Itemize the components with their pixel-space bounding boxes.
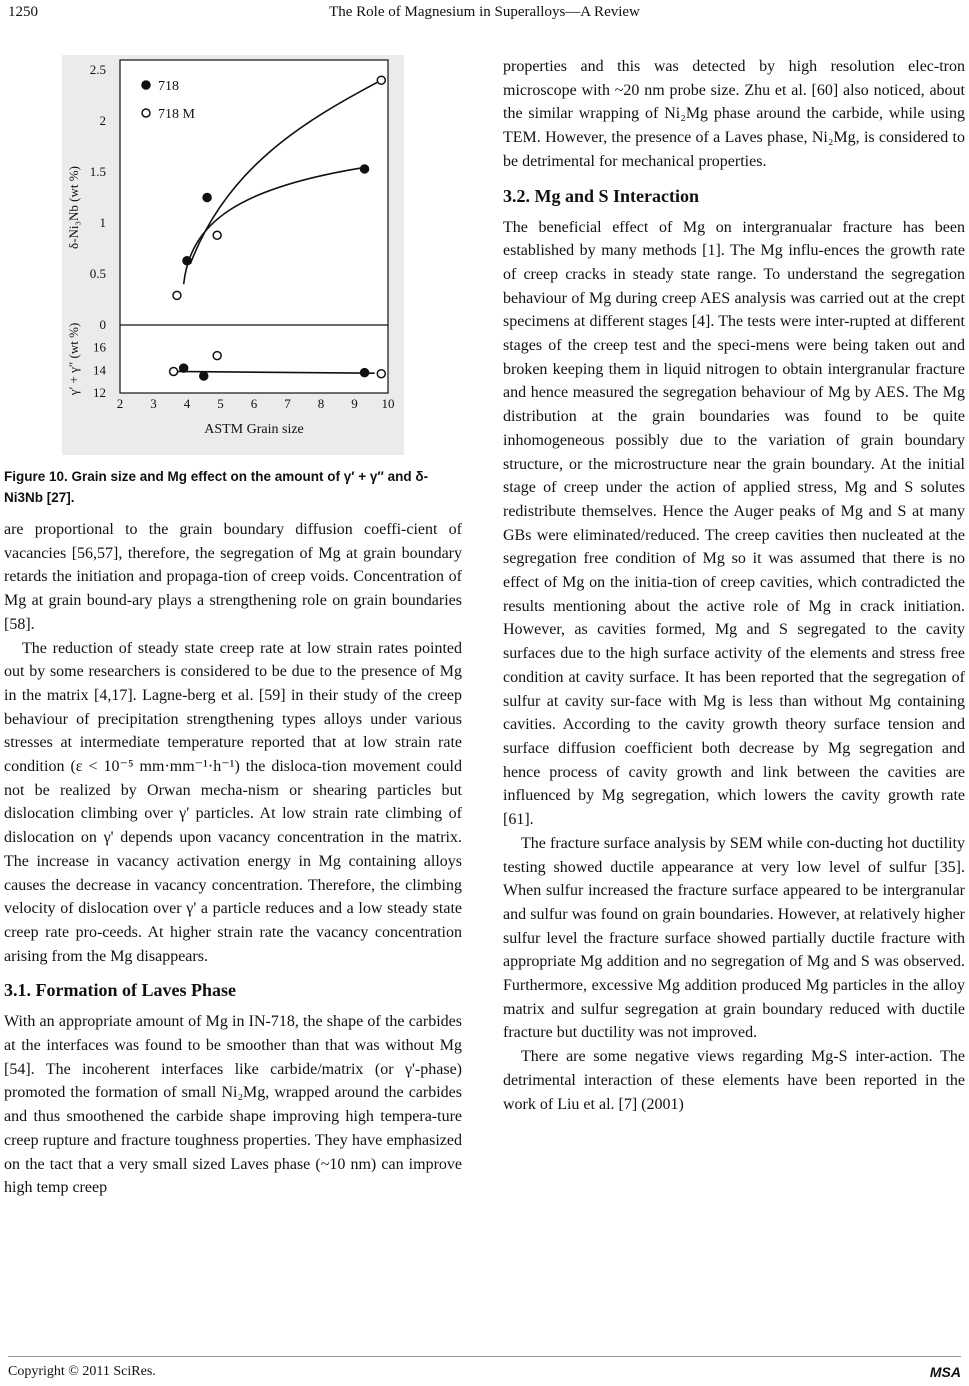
x-tick-label: 7 <box>284 396 291 411</box>
paragraph: The reduction of steady state creep rate at low strain rates pointed out by some researchers is considered to be due to the presence of Mg in the matrix [4,17]. Lagne-berg et al. [59] in their study of the creep behaviour of precipitation strengthening types alloys under various stresses at intermediate temperature reported that at low strain rate condition (ε < 10⁻⁵ mm·mm⁻¹·h⁻¹) the disloca-tion movement could not be realized by Orwan mecha-nism or shearing particles but dislocation climbing over γ' particles. At low strain rate climbing of dislocation on γ' depends upon vacancy concentration in the matrix. The increase in vacancy activation energy in Mg containing alloys causes the decrease in vacancy concentration. Therefore, the climbing velocity of dislocation over γ' a particle reduces and a low steady state creep rate pro-ceeds. At higher strain rate the vacancy concentration arising from the Mg disappears. <box>4 639 462 965</box>
data-point-718m <box>377 370 385 378</box>
y-tick-label: 14 <box>93 362 106 378</box>
paragraph: The beneficial effect of Mg on intergranualar fracture has been established by many methods [1]. The Mg influ-ences the growth rate of creep cracks in steady state range. To understand the segregation behaviour of Mg during creep AES analysis was carried out at the crept specimens at different stages [4]. The tests were inter-rupted at different stages of the creep test and the speci-mens were being taken out and broken keeping them in liquid nitrogen to obtain intergranular fracture and hence measured the segregation behaviour of Mg by AES. The Mg distribution at the grain boundaries was found to be quite inhomogeneous possibly due to the variation of grain boundary structure, or the microstructure near the grain boundary. At the initial stage of creep under the action of applied stress, Mg and S solutes redistribute themselves. Hence the Auger peaks of Mg and S at many GBs were eliminated/reduced. The creep cavities then nucleated at the segregation free condition of Mg so it was assumed that there is no effect of Mg on the initia-tion of creep cavities, which contradicted the results mentioning about the active role of Mg in crack initiation. However, as cavities formed, Mg and S segregated to the cavity surfaces due to the high surface activity of the elements and stress free condition at cavity surface. It has been reported that the segregation of sulfur at cavity sur-face with Mg is less than without Mg containing cavities. According to the cavity growth theory surface tension and surface diffusion coefficient both decrease by Mg segregation and hence process of cavity growth and link between the cavities are influenced by Mg segregation, which lowers the cavity growth rate [61]. <box>503 218 965 829</box>
data-point-718 <box>180 364 188 372</box>
journal-abbrev: MSA <box>929 1364 961 1380</box>
section-heading: 3.1. Formation of Laves Phase <box>4 980 236 1001</box>
x-tick-label: 5 <box>217 396 224 411</box>
section-heading: 3.2. Mg and S Interaction <box>503 185 700 206</box>
x-tick-label: 6 <box>250 396 258 411</box>
y-tick-label: 2 <box>99 113 106 128</box>
y-tick-label: 1 <box>99 215 106 230</box>
figure-10 <box>62 55 404 455</box>
data-point-718m <box>213 231 221 239</box>
data-point-718m <box>213 352 221 360</box>
upper-y-axis-label: δ-Ni₃Nb (wt %) <box>66 166 81 249</box>
right-column <box>503 55 965 1116</box>
legend-label: 718 M <box>158 107 195 122</box>
data-point-718 <box>361 165 369 173</box>
paragraph: There are some negative views regarding Mg-S inter-action. The detrimental interaction of these elements have been reported in the work of Liu et al. [7] (2001) <box>503 1048 965 1113</box>
data-point-718 <box>183 257 191 265</box>
x-tick-label: 9 <box>351 396 358 411</box>
left-column <box>4 518 462 1200</box>
paragraph: are proportional to the grain boundary diffusion coeffi-cient of vacancies [56,57], therefore, the segregation of Mg at grain boundary retards the initiation and propaga-tion of creep voids. Concentration of Mg at grain bound-ary plays a strengthening role on grain boundaries [58]. <box>4 521 462 633</box>
page-number: 1250 <box>8 4 38 20</box>
data-point-718m <box>377 76 385 84</box>
data-point-718m <box>170 367 178 375</box>
lower-y-axis-label: γ′ + γ″ (wt %) <box>66 322 81 396</box>
data-point-718 <box>203 194 211 202</box>
paragraph: The fracture surface analysis by SEM while con-ducting hot ductility testing showed ductile appearance at very low level of sulfur [35]. When sulfur increased the fracture surface appeared to be intergranular and sulfur was found on grain boundaries. However, at relatively higher sulfur level the fracture surface showed partially ductile fracture with appropriate Mg addition and no segregation of Mg and S was observed. Furthermore, excessive Mg addition produced Mg particles in the alloy matrix and sulfur segregation at grain boundary reduced with ductile fracture but ductility was not improved. <box>503 834 965 1042</box>
figure-caption: Figure 10. Grain size and Mg effect on the amount of γ′ + γ″ and δ-Ni3Nb [27]. <box>4 469 429 505</box>
running-title: The Role of Magnesium in Superalloys—A Review <box>329 4 640 20</box>
legend-label: 718 <box>158 79 179 94</box>
legend-filled-marker <box>142 81 150 89</box>
y-tick-label: 0 <box>99 317 106 332</box>
x-axis-label: ASTM Grain size <box>204 422 304 437</box>
page-header <box>8 4 961 26</box>
data-point-718 <box>361 369 369 377</box>
y-tick-label: 2.5 <box>89 62 106 77</box>
y-tick-label: 12 <box>93 385 106 400</box>
paragraph: properties and this was detected by high resolution elec-tron microscope with ~20 nm probe size. Zhu et al. [60] also noticed, about the similar wrapping of Ni₂Mg phase around the carbide, while using TEM. However, the presence of a Laves phase, Ni₂Mg, is considered to be detrimental for mechanical properties. <box>503 58 965 170</box>
legend-open-marker <box>142 109 150 117</box>
data-point-718 <box>200 372 208 380</box>
x-tick-label: 8 <box>317 396 325 411</box>
data-point-718m <box>173 291 181 299</box>
x-tick-label: 2 <box>116 396 124 411</box>
y-tick-label: 1.5 <box>89 164 106 179</box>
paragraph: With an appropriate amount of Mg in IN-718, the shape of the carbides at the interfaces was found to be smoother than that was without Mg [54]. The incoherent interfaces like carbide/matrix (or γ'-phase) promoted the formation of small Ni₂Mg, wrapped around the carbides and thus smoothened the carbide shape improving high tempera-ture creep rupture and fracture toughness properties. They have emphasized on the tact that a very small sized Laves phase (~10 nm) can improve high temp creep <box>4 1013 462 1197</box>
x-tick-label: 4 <box>183 396 191 411</box>
y-tick-label: 0.5 <box>89 266 106 281</box>
y-tick-label: 16 <box>93 339 106 355</box>
grain-size-chart <box>62 55 404 455</box>
x-tick-label: 10 <box>381 396 395 411</box>
copyright: Copyright © 2011 SciRes. <box>8 1364 156 1379</box>
x-tick-label: 3 <box>150 396 157 411</box>
footer-rule <box>8 1356 961 1357</box>
